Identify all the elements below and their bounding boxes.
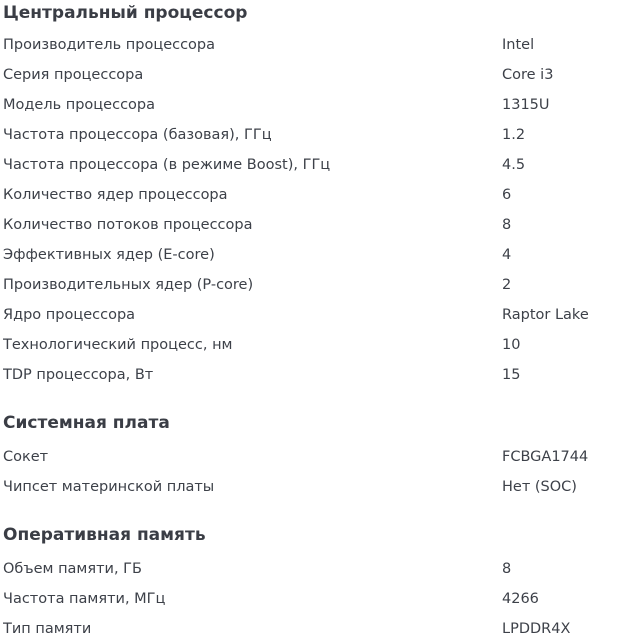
spec-value: Core i3 <box>502 67 554 83</box>
section-title: Системная плата <box>3 413 170 433</box>
spec-row-thread-count <box>3 210 623 240</box>
spec-value: 15 <box>502 367 521 383</box>
spec-label: Количество ядер процессора <box>3 187 228 203</box>
section-title: Центральный процессор <box>3 3 248 23</box>
spec-row-socket <box>3 442 623 472</box>
spec-label: Объем памяти, ГБ <box>3 561 142 577</box>
spec-row-cpu-model <box>3 90 623 120</box>
memory-section <box>3 522 623 644</box>
spec-label: Тип памяти <box>3 621 92 637</box>
spec-label: Эффективных ядер (E-core) <box>3 247 215 263</box>
spec-label: Технологический процесс, нм <box>3 337 233 353</box>
spec-row-boost-frequency <box>3 150 623 180</box>
spec-list <box>3 30 623 390</box>
spec-label: Чипсет материнской платы <box>3 479 215 495</box>
spec-row-e-cores <box>3 240 623 270</box>
spec-label: Сокет <box>3 449 49 465</box>
spec-value: 8 <box>502 561 512 577</box>
spec-row-memory-size <box>3 554 623 584</box>
spec-label: TDP процессора, Вт <box>3 367 154 383</box>
spec-value: LPDDR4X <box>502 621 571 637</box>
spec-row-cpu-manufacturer <box>3 30 623 60</box>
spec-label: Серия процессора <box>3 67 144 83</box>
spec-value: Intel <box>502 37 535 53</box>
spec-value: 4 <box>502 247 512 263</box>
spec-label: Производительных ядер (P-core) <box>3 277 254 293</box>
motherboard-section <box>3 410 623 502</box>
spec-value: Raptor Lake <box>502 307 589 323</box>
spec-value: FCBGA1744 <box>502 449 589 465</box>
spec-label: Количество потоков процессора <box>3 217 253 233</box>
section-title: Оперативная память <box>3 525 206 545</box>
spec-value: 6 <box>502 187 512 203</box>
spec-list <box>3 442 623 502</box>
spec-label: Модель процессора <box>3 97 156 113</box>
spec-value: 10 <box>502 337 521 353</box>
spec-label: Частота памяти, МГц <box>3 591 166 607</box>
spec-row-cpu-series <box>3 60 623 90</box>
spec-list <box>3 554 623 644</box>
spec-row-memory-type <box>3 614 623 644</box>
spec-label: Частота процессора (базовая), ГГц <box>3 127 272 143</box>
spec-value: 2 <box>502 277 512 293</box>
spec-value: 4266 <box>502 591 539 607</box>
spec-row-chipset <box>3 472 623 502</box>
spec-row-p-cores <box>3 270 623 300</box>
spec-value: 8 <box>502 217 512 233</box>
spec-label: Производитель процессора <box>3 37 216 53</box>
spec-label: Ядро процессора <box>3 307 136 323</box>
spec-row-core-count <box>3 180 623 210</box>
spec-row-cpu-core <box>3 300 623 330</box>
spec-row-process-node <box>3 330 623 360</box>
cpu-section <box>3 0 623 390</box>
spec-row-base-frequency <box>3 120 623 150</box>
spec-row-memory-frequency <box>3 584 623 614</box>
spec-value: Нет (SOC) <box>502 479 577 495</box>
spec-value: 1.2 <box>502 127 526 143</box>
spec-value: 4.5 <box>502 157 526 173</box>
spec-label: Частота процессора (в режиме Boost), ГГц <box>3 157 331 173</box>
specifications-page <box>3 0 623 644</box>
spec-row-tdp <box>3 360 623 390</box>
spec-value: 1315U <box>502 97 550 113</box>
